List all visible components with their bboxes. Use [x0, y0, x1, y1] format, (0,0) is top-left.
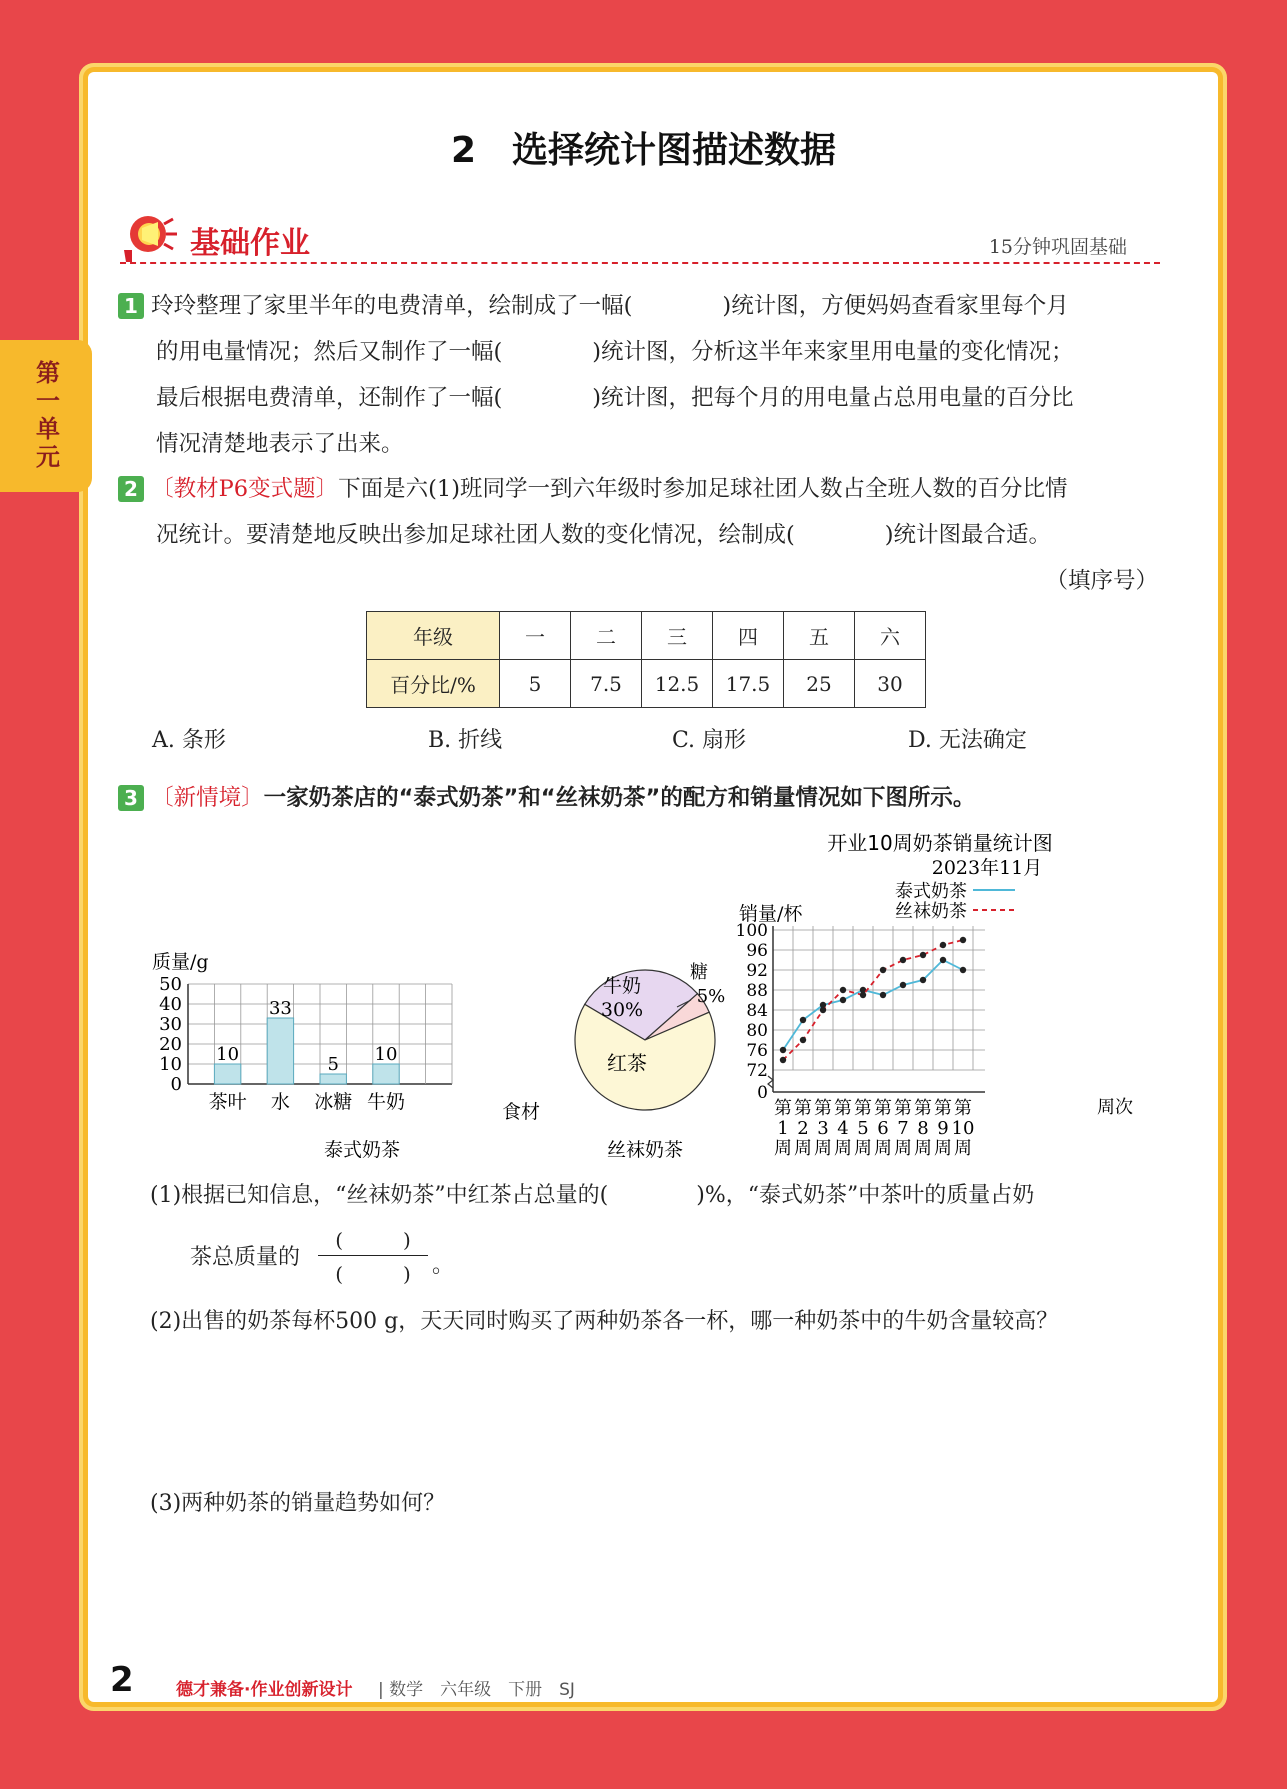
- line-point-丝袜奶茶: [780, 1057, 786, 1063]
- line-ytick-label: 96: [746, 941, 768, 961]
- table-cell: 30: [855, 660, 926, 708]
- bar-category-label: 冰糖: [314, 1091, 353, 1113]
- line-xtick-label: 周: [794, 1138, 812, 1159]
- line-chart-xlabel: 周次: [1097, 1097, 1133, 1118]
- line-xtick-label: 周: [854, 1138, 872, 1159]
- bar-chart-ylabel: 质量/g: [152, 951, 209, 973]
- table-cell: 四: [713, 612, 784, 660]
- line-xtick-label: 周: [834, 1138, 852, 1159]
- bar-茶叶: [214, 1064, 240, 1084]
- table-cell: 一: [500, 612, 571, 660]
- q3-tag: 〔新情境〕: [151, 785, 264, 811]
- line-ytick-label: 76: [746, 1041, 768, 1061]
- option-d[interactable]: D. 无法确定: [908, 728, 1027, 753]
- section-title: 基础作业: [190, 226, 310, 261]
- line-xtick-label: 1: [777, 1118, 789, 1139]
- line-xtick-label: 5: [857, 1118, 869, 1139]
- line-xtick-label: 第: [894, 1098, 912, 1119]
- line-xtick-label: 第: [854, 1098, 872, 1119]
- bar-ytick-label: 10: [159, 1054, 182, 1075]
- option-a[interactable]: A. 条形: [152, 728, 226, 753]
- pie-label-sugar: 糖: [690, 962, 708, 983]
- line-point-泰式奶茶: [960, 967, 966, 973]
- line-xtick-label: 4: [837, 1118, 849, 1139]
- line-point-丝袜奶茶: [940, 942, 946, 948]
- page-title: 2 选择统计图描述数据: [450, 130, 837, 171]
- line-xtick-label: 10: [951, 1118, 975, 1139]
- pie-label-black-tea: 红茶: [607, 1051, 647, 1075]
- q3-line-1: [118, 775, 1158, 821]
- q1-line-4: 情况清楚地表示了出来。: [156, 431, 404, 457]
- megaphone-icon: [118, 210, 188, 266]
- pie-label-milk: 牛奶: [602, 975, 642, 997]
- q2-tag: 〔教材P6变式题〕: [151, 476, 339, 502]
- line-ytick-label: 0: [757, 1083, 768, 1103]
- bar-牛奶: [373, 1064, 399, 1084]
- q3-number-badge: 3: [118, 785, 144, 811]
- line-point-泰式奶茶: [920, 977, 926, 983]
- section-divider: [120, 262, 1160, 264]
- line-xtick-label: 第: [794, 1098, 812, 1119]
- bar-chart-xlabels: [209, 1091, 405, 1113]
- line-ytick-label: 72: [746, 1061, 768, 1081]
- bar-category-label: 茶叶: [208, 1091, 247, 1113]
- q2-number-badge: 2: [118, 476, 144, 502]
- bar-chart-title: 泰式奶茶: [323, 1139, 401, 1161]
- line-xtick-label: 9: [937, 1118, 949, 1139]
- line-xtick-label: 8: [917, 1118, 929, 1139]
- line-point-泰式奶茶: [940, 957, 946, 963]
- bar-value-label: 10: [374, 1044, 398, 1065]
- line-xtick-label: 周: [954, 1138, 972, 1159]
- line-ytick-label: 80: [746, 1021, 768, 1041]
- line-point-丝袜奶茶: [880, 967, 886, 973]
- line-xtick-label: 7: [897, 1118, 909, 1139]
- q2-line-1: [118, 466, 1158, 512]
- table-cell: 三: [642, 612, 713, 660]
- q3-sub3: (3)两种奶茶的销量趋势如何？: [150, 1491, 446, 1516]
- section-note: 15分钟巩固基础: [988, 236, 1127, 258]
- bar-ytick-label: 30: [159, 1014, 182, 1035]
- bar-水: [267, 1018, 293, 1084]
- line-chart-sales: [735, 822, 1155, 1167]
- page-number: 2: [110, 1660, 134, 1700]
- fraction-numerator: ( ): [335, 1228, 411, 1252]
- line-xtick-label: 周: [934, 1138, 952, 1159]
- q1-line-1: [118, 283, 1158, 329]
- pie-chart-silk-milk-tea: [545, 950, 745, 1170]
- table-row: [367, 660, 926, 708]
- bar-冰糖: [320, 1074, 346, 1084]
- q2-text-1: 下面是六(1)班同学一到六年级时参加足球社团人数占全班人数的百分比情: [338, 476, 1068, 502]
- line-chart-xlabels: [774, 1098, 974, 1159]
- line-chart-subtitle: 2023年11月: [931, 857, 1043, 879]
- line-xtick-label: 2: [797, 1118, 809, 1139]
- line-point-泰式奶茶: [800, 1017, 806, 1023]
- line-point-丝袜奶茶: [800, 1037, 806, 1043]
- table-cell: 17.5: [713, 660, 784, 708]
- line-point-丝袜奶茶: [900, 957, 906, 963]
- q3-sub1-line1: (1)根据已知信息，“丝袜奶茶”中红茶占总量的( )%，“泰式奶茶”中茶叶的质量占奶: [150, 1183, 1035, 1208]
- bar-ytick-label: 40: [159, 994, 182, 1015]
- bar-value-label: 5: [327, 1054, 339, 1075]
- q3-sub1-line2: 茶总质量的: [190, 1245, 301, 1270]
- table-cell: 五: [784, 612, 855, 660]
- footer-info: | 数学 六年级 下册 SJ: [378, 1680, 575, 1700]
- line-ytick-label: 92: [746, 961, 768, 981]
- line-point-丝袜奶茶: [920, 952, 926, 958]
- table-cell: 5: [500, 660, 571, 708]
- question-3: [118, 775, 1158, 821]
- line-xtick-label: 第: [954, 1098, 972, 1119]
- option-b[interactable]: B. 折线: [428, 728, 503, 753]
- pie-value-milk: 30%: [600, 999, 644, 1021]
- q3-text: 一家奶茶店的“泰式奶茶”和“丝袜奶茶”的配方和销量情况如下图所示。: [263, 785, 976, 811]
- pie-chart-title: 丝袜奶茶: [606, 1139, 684, 1161]
- table-cell: 六: [855, 612, 926, 660]
- line-xtick-label: 6: [877, 1118, 889, 1139]
- line-xtick-label: 第: [774, 1098, 792, 1119]
- line-point-丝袜奶茶: [860, 992, 866, 998]
- bar-category-label: 牛奶: [366, 1091, 406, 1113]
- q3-sub2: (2)出售的奶茶每杯500 g，天天同时购买了两种奶茶各一杯，哪一种奶茶中的牛奶含量较高？: [150, 1309, 1059, 1334]
- q1-text-1: 玲玲整理了家里半年的电费清单，绘制成了一幅( )统计图，方便妈妈查看家里每个月: [151, 293, 1069, 319]
- line-xtick-label: 3: [817, 1118, 829, 1139]
- q2-line-2: 况统计。要清楚地反映出参加足球社团人数的变化情况，绘制成( )统计图最合适。: [156, 522, 1052, 548]
- line-point-泰式奶茶: [840, 997, 846, 1003]
- table-cell: 25: [784, 660, 855, 708]
- line-xtick-label: 第: [834, 1098, 852, 1119]
- line-xtick-label: 第: [874, 1098, 892, 1119]
- bar-ytick-label: 0: [170, 1074, 182, 1095]
- bar-chart-bars: [214, 998, 399, 1084]
- option-c[interactable]: C. 扇形: [672, 728, 747, 753]
- bar-ytick-label: 50: [159, 974, 182, 995]
- bar-chart-thai-milk-tea: [140, 940, 560, 1170]
- fraction-bar: [318, 1255, 428, 1256]
- line-chart-yticks: [736, 921, 768, 1103]
- line-xtick-label: 第: [934, 1098, 952, 1119]
- q2-data-table: [366, 611, 926, 708]
- bar-ytick-label: 20: [159, 1034, 182, 1055]
- q1-line-2: 的用电量情况；然后又制作了一幅( )统计图，分析这半年来家里用电量的变化情况；: [156, 339, 1074, 365]
- bar-value-label: 10: [216, 1044, 240, 1065]
- fraction-blank[interactable]: [318, 1224, 428, 1287]
- line-xtick-label: 第: [814, 1098, 832, 1119]
- pie-chart-slices: [575, 970, 715, 1110]
- line-ytick-label: 84: [746, 1001, 768, 1021]
- line-xtick-label: 周: [894, 1138, 912, 1159]
- bar-value-label: 33: [268, 998, 292, 1019]
- table-header-percent: 百分比/%: [367, 660, 500, 708]
- line-point-丝袜奶茶: [840, 987, 846, 993]
- q3-sub1-end: 。: [432, 1253, 455, 1278]
- bar-chart-xlabel: 食材: [502, 1101, 541, 1123]
- pie-value-sugar: 5%: [696, 986, 726, 1007]
- unit-side-tab: [0, 340, 92, 492]
- line-xtick-label: 第: [914, 1098, 932, 1119]
- bar-chart-yticks: [159, 974, 182, 1095]
- table-header-grade: 年级: [367, 612, 500, 660]
- line-point-泰式奶茶: [900, 982, 906, 988]
- line-ytick-label: 88: [746, 981, 768, 1001]
- q2-hint: （填序号）: [1045, 568, 1158, 594]
- q1-line-3: 最后根据电费清单，还制作了一幅( )统计图，把每个月的用电量占总用电量的百分比: [156, 385, 1074, 411]
- table-cell: 12.5: [642, 660, 713, 708]
- fraction-denominator: ( ): [335, 1262, 411, 1286]
- table-row: [367, 612, 926, 660]
- footer-brand: 德才兼备·作业创新设计: [176, 1680, 353, 1700]
- q1-number-badge: 1: [118, 293, 144, 319]
- line-chart-title: 开业10周奶茶销量统计图: [827, 831, 1053, 855]
- line-point-丝袜奶茶: [960, 937, 966, 943]
- legend-label-thai: 泰式奶茶: [895, 881, 967, 902]
- unit-label: 第一单元: [31, 360, 60, 472]
- line-point-丝袜奶茶: [820, 1007, 826, 1013]
- line-ytick-label: 100: [735, 921, 768, 941]
- question-1: [118, 283, 1158, 467]
- line-xtick-label: 周: [814, 1138, 832, 1159]
- line-xtick-label: 周: [874, 1138, 892, 1159]
- line-chart-ylabel: 销量/杯: [739, 903, 803, 925]
- line-point-泰式奶茶: [780, 1047, 786, 1053]
- table-cell: 二: [571, 612, 642, 660]
- line-chart-grid: [768, 926, 985, 1092]
- question-2: [118, 466, 1158, 604]
- bar-category-label: 水: [270, 1091, 290, 1113]
- line-xtick-label: 周: [774, 1138, 792, 1159]
- table-cell: 7.5: [571, 660, 642, 708]
- line-point-泰式奶茶: [880, 992, 886, 998]
- legend-label-silk: 丝袜奶茶: [895, 901, 967, 922]
- line-xtick-label: 周: [914, 1138, 932, 1159]
